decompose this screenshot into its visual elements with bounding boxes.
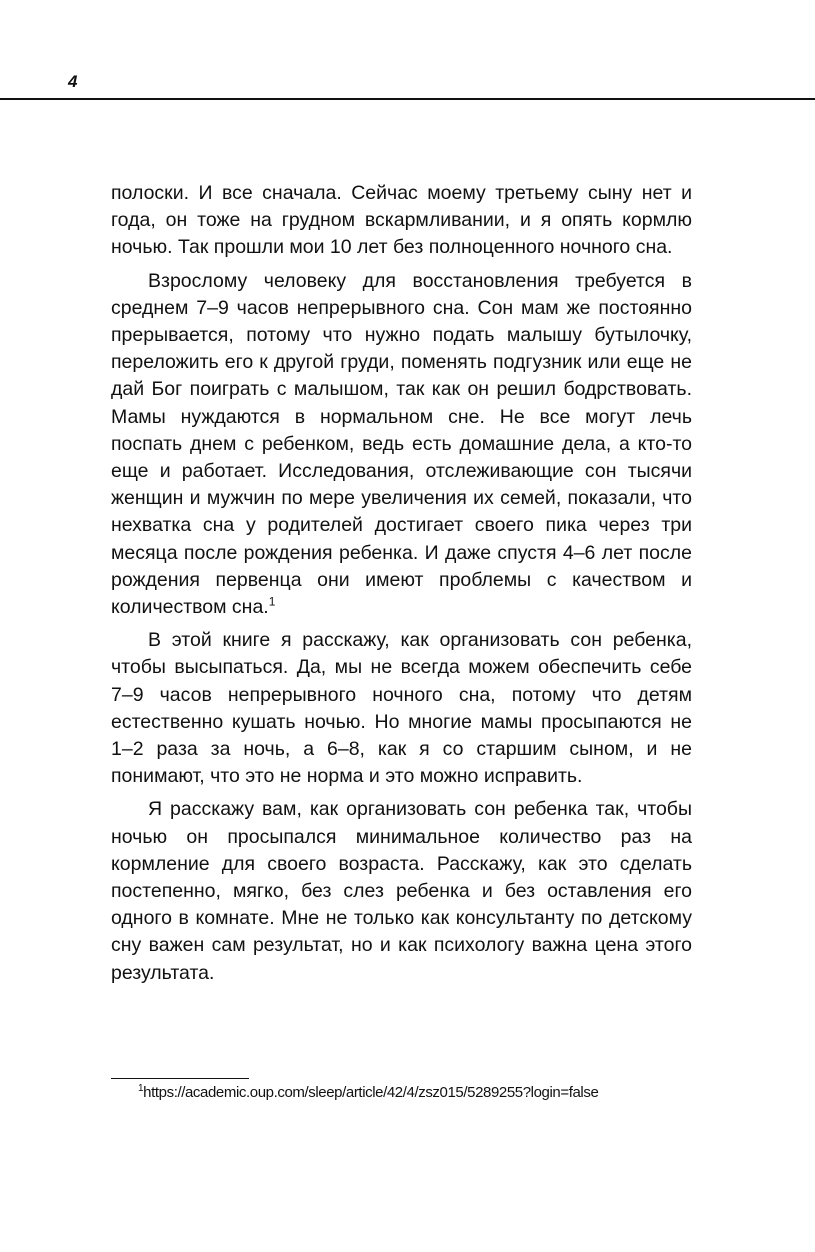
footnote-divider bbox=[111, 1078, 249, 1079]
paragraph-2-text: Взрослому человеку для восстановления требуется в среднем 7–9 часов непрерывного сна. Сон мам же постоянно прерывается, потому что нужно подать малышу бутылочку, переложить его к другой груди, поменять подгузник или еще не дай Бог поиграть с малышом, так как он решил бодрствовать. Мамы нуждаются в нормальном сне. Не все могут лечь поспать днем с ребенком, ведь есть домашние дела, а кто-то еще и работает. Исследования, отслеживающие сон тысячи женщин и мужчин по мере увеличения их семей, показали, что нехватка сна у родителей достигает своего пика через три месяца после рождения ребенка. И даже спустя 4–6 лет после рождения первенца они имеют проблемы с качеством и количеством сна. bbox=[111, 269, 692, 619]
header-divider bbox=[0, 98, 815, 100]
page-number: 4 bbox=[68, 72, 78, 91]
footnote-mark: 1 bbox=[138, 1083, 144, 1094]
paragraph-2 bbox=[111, 268, 692, 622]
paragraph-1: полоски. И все сначала. Сейчас моему третьему сыну нет и года, он тоже на грудном вскармливании, и я опять кормлю ночью. Так прошли мои 10 лет без полноценного ночного сна. bbox=[111, 182, 692, 259]
footnote-link[interactable]: https://academic.oup.com/sleep/article/42/4/zsz015/5289255?login=false bbox=[143, 1084, 599, 1101]
paragraph-3: В этой книге я расскажу, как организовать сон ребенка, чтобы высыпаться. Да, мы не всегда можем обеспечить себе 7–9 часов непрерывного ночного сна, потому что детям естественно кушать ночью. Но многие мамы просыпаются не 1–2 раза за ночь, а 6–8, как я со старшим сыном, и не понимают, что это не норма и это можно исправить. bbox=[111, 629, 692, 788]
paragraph-4: Я расскажу вам, как организовать сон ребенка так, чтобы ночью он просыпался минимальное количество раз на кормление для своего возраста. Расскажу, как это сделать постепенно, мягко, без слез ребенка и без оставления его одного в комнате. Мне не только как консультанту по детскому сну важен сам результат, но и как психологу важна цена этого результата. bbox=[111, 798, 692, 984]
footnote bbox=[138, 1084, 598, 1102]
footnote-reference[interactable]: 1 bbox=[268, 594, 276, 609]
main-text bbox=[111, 180, 692, 993]
